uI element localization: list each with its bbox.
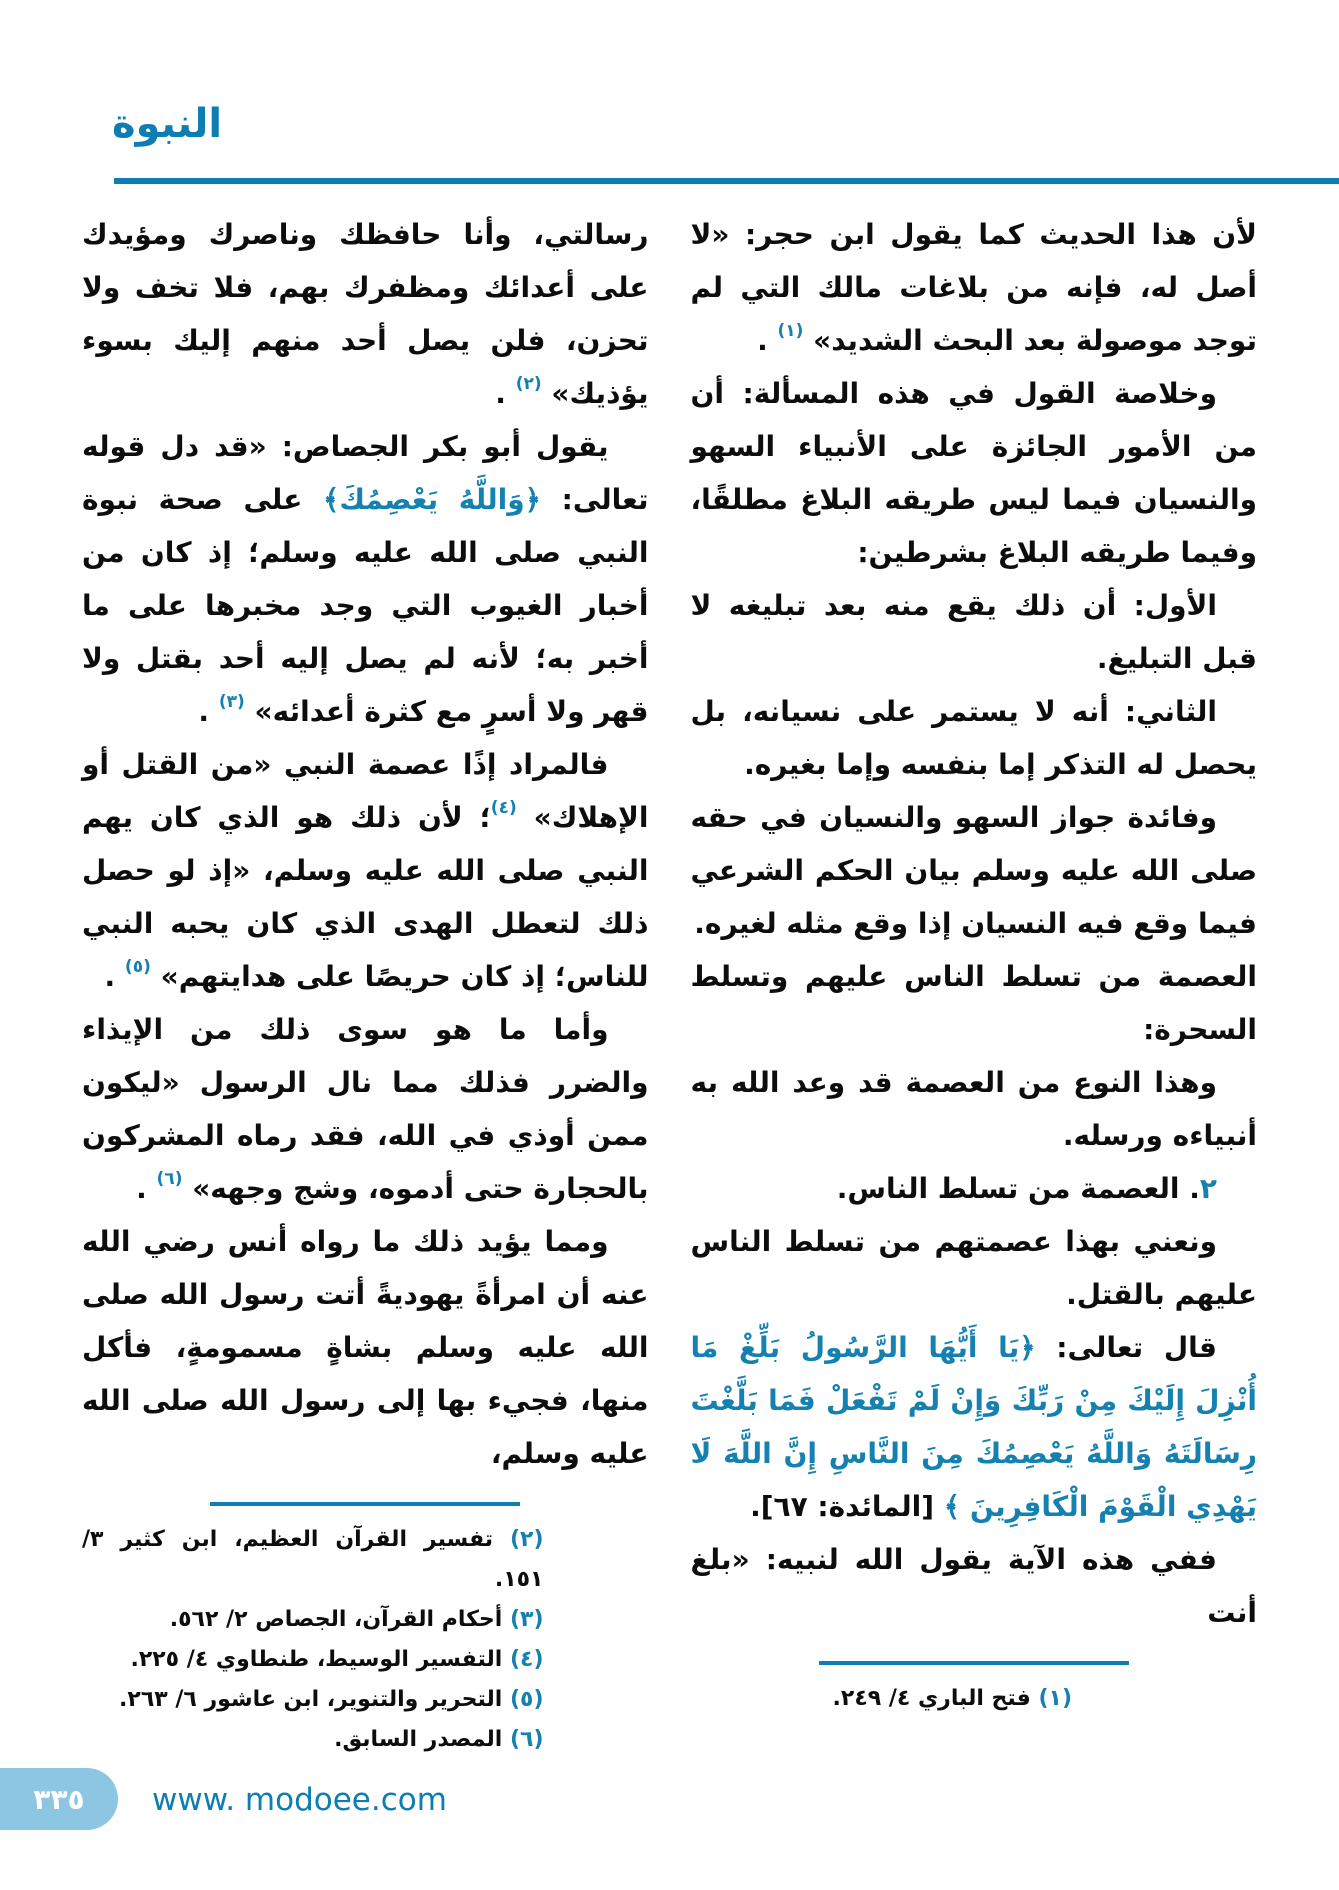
text-segment: . — [136, 1172, 157, 1205]
footnote-number: (٥) — [509, 1687, 544, 1712]
paragraph — [691, 367, 1258, 579]
right-column — [691, 208, 1258, 1760]
footnote-reference: (٤) — [490, 798, 517, 818]
paragraph — [691, 1533, 1258, 1639]
text-segment: أنه لا يستمر على نسيانه، بل يحصل له التذكر إما بنفسه وإما بغيره. — [690, 695, 1257, 781]
paragraph — [82, 1003, 649, 1215]
text-segment: ٢ — [1199, 1172, 1217, 1205]
footnote-text: المصدر السابق. — [334, 1727, 510, 1752]
text-segment: . العصمة من تسلط الناس. — [836, 1172, 1200, 1205]
text-segment: يقول أبو بكر الجصاص: «قد دل قوله تعالى: — [82, 430, 649, 516]
left-footnote-separator — [210, 1502, 520, 1506]
text-segment: الثاني: — [1124, 695, 1217, 728]
text-segment: وهذا النوع من العصمة قد وعد الله به أنبياءه ورسله. — [690, 1066, 1257, 1152]
footnote-reference: (١) — [777, 321, 804, 341]
footnote-text: التحرير والتنوير، ابن عاشور ٦/ ٢٦٣. — [119, 1687, 510, 1712]
left-column-paragraphs — [82, 208, 649, 1480]
footnote-reference: (٥) — [124, 957, 151, 977]
right-footnote-separator — [819, 1661, 1129, 1665]
footnote-reference: (٣) — [218, 692, 245, 712]
paragraph — [691, 1321, 1258, 1533]
text-segment: ففي هذه الآية يقول الله لنبيه: «بلغ أنت — [690, 1543, 1257, 1629]
paragraph — [691, 685, 1258, 791]
footnote-text: فتح الباري ٤/ ٢٤٩. — [832, 1686, 1039, 1711]
paragraph — [691, 791, 1258, 950]
paragraph — [691, 1162, 1258, 1215]
text-segment: . — [104, 960, 125, 993]
text-segment: ؛ لأن ذلك هو الذي كان يهم النبي صلى الله عليه وسلم، «إذ لو حصل ذلك لتعطل الهدى الذي كان يحبه النبي للناس؛ إذ كان حريصًا على هدايتهم» — [82, 801, 649, 993]
text-segment: وأما ما هو سوى ذلك من الإيذاء والضرر فذلك مما نال الرسول «ليكون ممن أوذي في الله، فقد رماه المشركون بالحجارة حتى أدموه، وشج وجهه» — [82, 1013, 649, 1205]
footnote — [82, 1600, 544, 1640]
page-number-badge — [0, 1768, 118, 1830]
content — [82, 208, 1257, 1760]
text-segment: [المائدة: ٦٧]. — [750, 1490, 944, 1523]
text-segment: . — [198, 695, 219, 728]
text-segment: . — [495, 377, 516, 410]
footnote — [82, 1720, 544, 1760]
paragraph — [691, 1215, 1258, 1321]
footnote-number: (٦) — [509, 1727, 544, 1752]
footnote-reference: (٢) — [515, 374, 542, 394]
footnote — [82, 1680, 544, 1720]
text-segment: رسالتي، وأنا حافظك وناصرك ومؤيدك على أعدائك ومظفرك بهم، فلا تخف ولا تحزن، فلن يصل أحد منهم إليك بسوء يؤذيك» — [82, 218, 649, 410]
footnote — [82, 1520, 544, 1600]
text-segment: أن ذلك يقع منه بعد تبليغه لا قبل التبليغ. — [690, 589, 1257, 675]
text-segment: ونعني بهذا عصمتهم من تسلط الناس عليهم بالقتل. — [690, 1225, 1257, 1311]
paragraph — [82, 420, 649, 738]
text-segment: وخلاصة القول في هذه المسألة: أن من الأمور الجائزة على الأنبياء السهو والنسيان فيما ليس طريقه البلاغ مطلقًا، وفيما طريقه البلاغ بشرطين: — [690, 377, 1257, 569]
footnote-number: (٤) — [509, 1647, 544, 1672]
paragraph — [82, 208, 649, 420]
footnote-number: (٢) — [509, 1527, 544, 1552]
section-title: النبوة — [112, 101, 223, 147]
footnote — [82, 1640, 544, 1680]
text-segment: على صحة نبوة النبي صلى الله عليه وسلم؛ إذ كان من أخبار الغيوب التي وجد مخبرها على ما أخبر به؛ لأنه لم يصل إليه أحد بقتل ولا قهر ولا أسرٍ مع كثرة أعدائه» — [82, 483, 649, 728]
footnote-text: تفسير القرآن العظيم، ابن كثير ٣/ ١٥١. — [82, 1527, 544, 1592]
footnote-number: (١) — [1038, 1686, 1072, 1711]
paragraph — [82, 1215, 649, 1480]
paragraph — [691, 1056, 1258, 1162]
text-segment: ومما يؤيد ذلك ما رواه أنس رضي الله عنه أن امرأةً يهوديةً أتت رسول الله صلى الله عليه وسلم بشاةٍ مسمومةٍ، فأكل منها، فجيء بها إلى رسول الله صلى الله عليه وسلم، — [82, 1225, 649, 1470]
paragraph — [691, 208, 1258, 367]
website-text: www. modoee.com — [152, 1782, 447, 1818]
text-segment: فالمراد إذًا عصمة النبي «من القتل أو الإهلاك» — [82, 748, 649, 834]
quran-quote: ﴿يَا أَيُّهَا الرَّسُولُ بَلِّغْ مَا أُنْزِلَ إِلَيْكَ مِنْ رَبِّكَ وَإِنْ لَمْ تَفْعَلْ فَمَا بَلَّغْتَ رِسَالَتَهُ وَاللَّهُ يَعْصِمُكَ مِنَ النَّاسِ إِنَّ اللَّهَ لَا يَهْدِي الْقَوْمَ الْكَافِرِينَ ﴾ — [690, 1331, 1257, 1523]
footnote — [691, 1679, 1073, 1719]
quran-quote: ﴿وَاللَّهُ يَعْصِمُكَ﴾ — [322, 483, 542, 516]
text-segment: . — [757, 324, 778, 357]
footnote-text: أحكام القرآن، الجصاص ٢/ ٥٦٢. — [169, 1607, 510, 1632]
left-column-footnotes — [82, 1520, 649, 1760]
paragraph — [82, 738, 649, 1003]
header-rule — [114, 178, 1339, 184]
right-column-footnotes — [691, 1679, 1258, 1719]
right-column-paragraphs — [691, 208, 1258, 1639]
footnote-number: (٣) — [509, 1607, 544, 1632]
text-segment: الأول: — [1133, 589, 1217, 622]
text-segment: قال تعالى: — [1035, 1331, 1217, 1364]
left-column — [82, 208, 649, 1760]
footnote-reference: (٦) — [156, 1169, 183, 1189]
text-segment: العصمة من تسلط الناس عليهم وتسلط السحرة: — [690, 960, 1257, 1046]
paragraph — [691, 950, 1258, 1056]
page-number: ٣٣٥ — [33, 1782, 85, 1816]
footnote-text: التفسير الوسيط، طنطاوي ٤/ ٢٢٥. — [130, 1647, 510, 1672]
text-segment: لأن هذا الحديث كما يقول ابن حجر: «لا أصل له، فإنه من بلاغات مالك التي لم توجد موصولة بعد البحث الشديد» — [690, 218, 1257, 357]
text-segment: وفائدة جواز السهو والنسيان في حقه صلى الله عليه وسلم بيان الحكم الشرعي فيما وقع فيه النسيان إذا وقع مثله لغيره. — [690, 801, 1257, 940]
paragraph — [691, 579, 1258, 685]
